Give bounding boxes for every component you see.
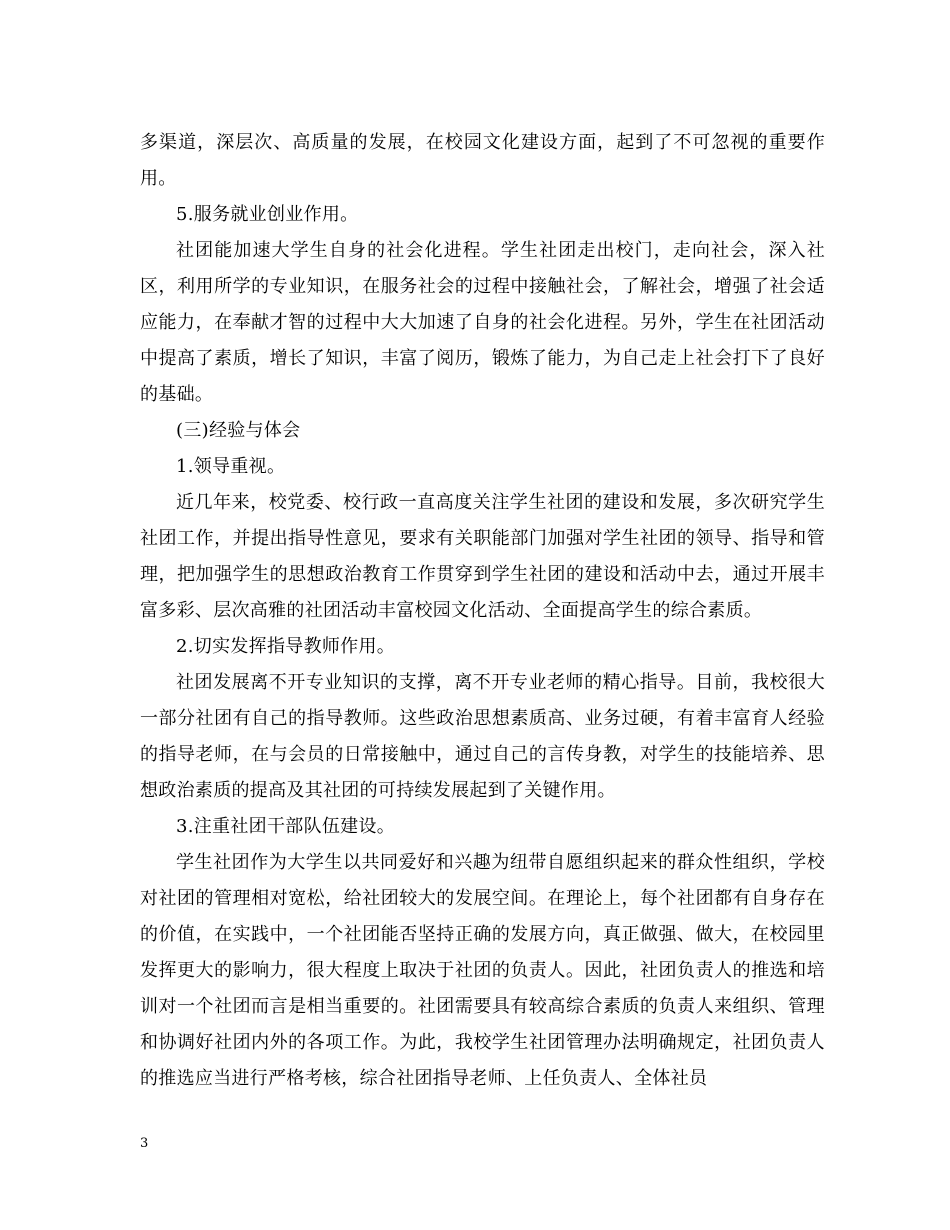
subheading-leadership: 1.领导重视。 xyxy=(176,456,286,477)
paragraph-cadre: 学生社团作为大学生以共同爱好和兴趣为纽带自愿组织起来的群众性组织，学校对社团的管理相对宽松，给社团较大的发展空间。在理论上，每个社团都有自身存在的价值，在实践中，一个社团能否坚持正确的发展方向，真正做强、做大，在校园里发挥更大的影响力，很大程度上取决于社团的负责人。因此，社团负责人的推选和培训对一个社团而言是相当重要的。社团需要具有较高综合素质的负责人来组织、管理和协调好社团内外的各项工作。为此，我校学生社团管理办法明确规定，社团负责人的推选应当进行严格考核，综合社团指导老师、上任负责人、全体社员 xyxy=(140,852,825,1089)
subheading-cadre: 3.注重社团干部队伍建设。 xyxy=(176,816,396,837)
paragraph-advisors: 社团发展离不开专业知识的支撑，离不开专业老师的精心指导。目前，我校很大一部分社团有自己的指导教师。这些政治思想素质高、业务过硬，有着丰富育人经验的指导老师，在与会员的日常接触中，通过自己的言传身教，对学生的技能培养、思想政治素质的提高及其社团的可持续发展起到了关键作用。 xyxy=(140,672,825,801)
paragraph-leadership: 近几年来，校党委、校行政一直高度关注学生社团的建设和发展，多次研究学生社团工作，并提出指导性意见，要求有关职能部门加强对学生社团的领导、指导和管理，把加强学生的思想政治教育工作贯穿到学生社团的建设和活动中去，通过开展丰富多彩、层次高雅的社团活动丰富校园文化活动、全面提高学生的综合素质。 xyxy=(140,492,825,621)
paragraph-continuation: 多渠道，深层次、高质量的发展，在校园文化建设方面，起到了不可忽视的重要作用。 xyxy=(140,132,825,189)
body-text xyxy=(140,125,825,1097)
subheading-advisors: 2.切实发挥指导教师作用。 xyxy=(176,636,396,657)
page-number: 3 xyxy=(140,1136,149,1151)
section-heading-service-employment: 5.服务就业创业作用。 xyxy=(176,204,359,225)
section-heading-experience: (三)经验与体会 xyxy=(176,420,301,441)
paragraph-socialization: 社团能加速大学生自身的社会化进程。学生社团走出校门，走向社会，深入社区，利用所学的专业知识，在服务社会的过程中接触社会，了解社会，增强了社会适应能力，在奉献才智的过程中大大加速了自身的社会化进程。另外，学生在社团活动中提高了素质，增长了知识，丰富了阅历，锻炼了能力，为自己走上社会打下了良好的基础。 xyxy=(140,240,825,405)
